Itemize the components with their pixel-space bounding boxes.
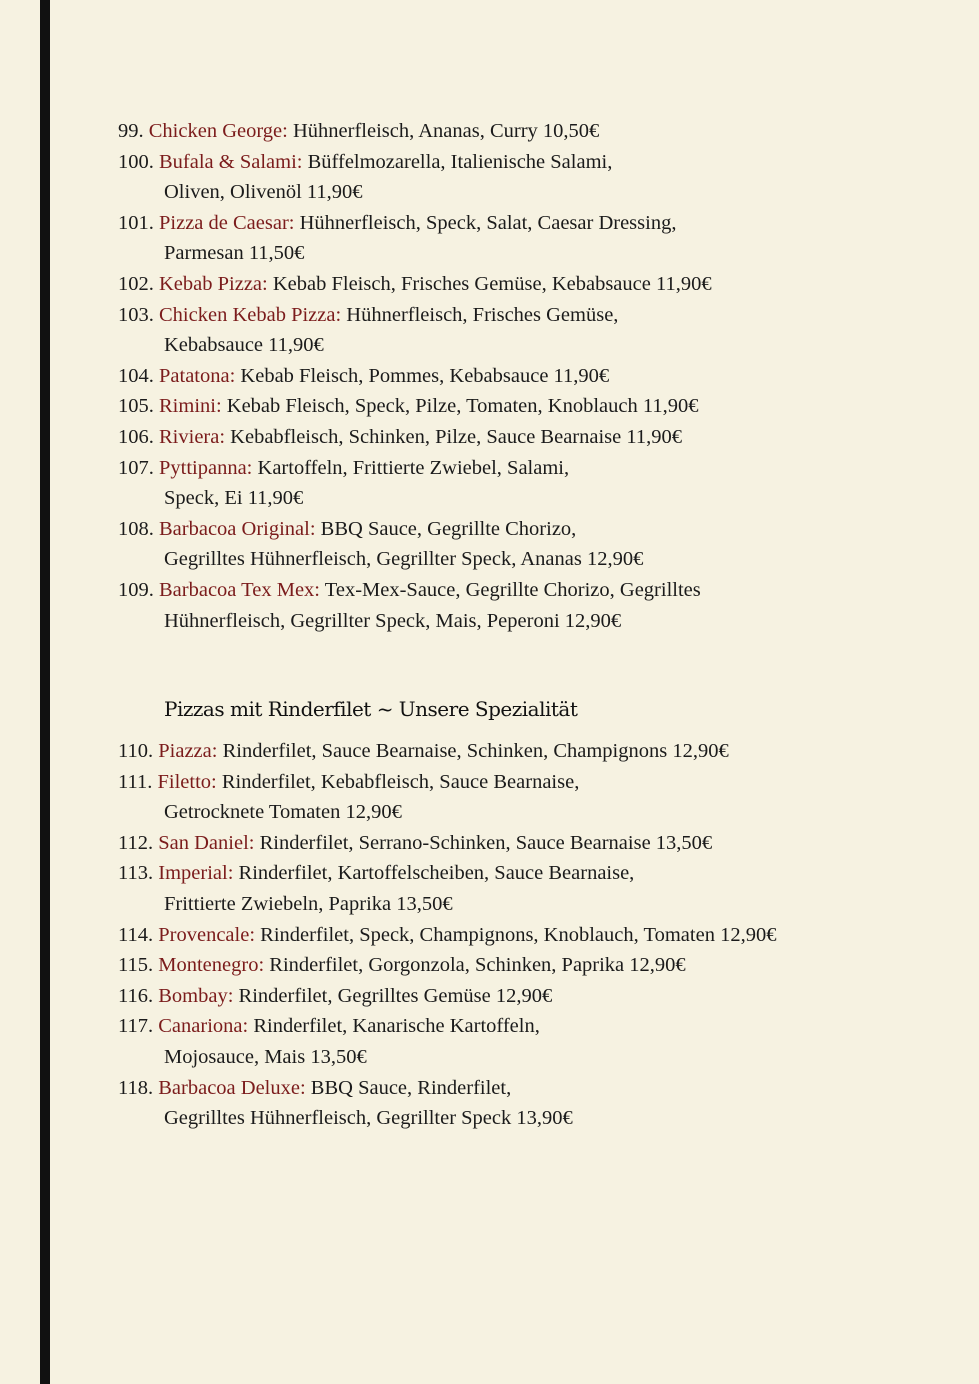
- menu-item-number: 101.: [118, 211, 154, 234]
- menu-item-line: [118, 395, 698, 417]
- menu-item-description: Kebabfleisch, Schinken, Pilze, Sauce Bearnaise 11,90€: [225, 425, 682, 448]
- menu-item-name: Pizza de Caesar:: [159, 211, 295, 234]
- menu-item-name: Riviera:: [159, 425, 226, 448]
- menu-item: [118, 116, 898, 147]
- menu-item-number: 105.: [118, 395, 154, 418]
- menu-item-description: Rinderfilet, Gorgonzola, Schinken, Paprika 12,90€: [264, 954, 686, 977]
- menu-item-description-continued: Hühnerfleisch, Gegrillter Speck, Mais, Peperoni 12,90€: [164, 609, 622, 632]
- menu-item-name: Filetto:: [157, 770, 217, 793]
- menu-item-number: 112.: [118, 831, 154, 854]
- menu-item-line: [118, 985, 552, 1007]
- menu-item: [118, 981, 898, 1012]
- menu-item: [118, 208, 898, 269]
- menu-item-number: 107.: [118, 456, 154, 479]
- menu-item-description: Hühnerfleisch, Frisches Gemüse,: [341, 303, 619, 326]
- menu-item-line: [118, 771, 579, 793]
- menu-item-description-continued: Mojosauce, Mais 13,50€: [164, 1046, 367, 1069]
- menu-item-description: Büffelmozarella, Italienische Salami,: [302, 150, 613, 173]
- menu-item-description-continued: Frittierte Zwiebeln, Paprika 13,50€: [164, 893, 453, 916]
- pizza-list-section: [118, 116, 898, 636]
- menu-item-number: 116.: [118, 984, 154, 1007]
- menu-item-number: 115.: [118, 954, 154, 977]
- menu-item: [118, 147, 898, 208]
- menu-item-description: Rinderfilet, Serrano-Schinken, Sauce Bearnaise 13,50€: [254, 831, 713, 854]
- menu-item: [118, 575, 898, 636]
- menu-item-number: 106.: [118, 425, 154, 448]
- menu-item-line: [118, 365, 609, 387]
- menu-item-name: Bufala & Salami:: [159, 150, 303, 173]
- menu-item-description: Rinderfilet, Sauce Bearnaise, Schinken, Champignons 12,90€: [217, 740, 729, 763]
- menu-item-description: Rinderfilet, Kartoffelscheiben, Sauce Bearnaise,: [233, 862, 635, 885]
- menu-item-line: [118, 273, 712, 295]
- menu-item-description-continued: Kebabsauce 11,90€: [164, 334, 324, 357]
- menu-item: [118, 269, 898, 300]
- menu-item-description-continued: Getrocknete Tomaten 12,90€: [164, 801, 402, 824]
- menu-item-name: Rimini:: [159, 395, 222, 418]
- menu-item-number: 104.: [118, 364, 154, 387]
- menu-item-line: [118, 1077, 511, 1099]
- menu-item-description: Rinderfilet, Kebabfleisch, Sauce Bearnaise,: [216, 770, 580, 793]
- menu-item-number: 118.: [118, 1076, 154, 1099]
- menu-item: [118, 828, 898, 859]
- menu-item-name: Chicken George:: [148, 120, 288, 142]
- menu-item-line: [118, 457, 569, 479]
- menu-item-name: Bombay:: [158, 984, 234, 1007]
- menu-item-number: 114.: [118, 923, 154, 946]
- menu-item-name: Barbacoa Original:: [159, 517, 316, 540]
- menu-item-number: 100.: [118, 150, 154, 173]
- menu-item: [118, 767, 898, 828]
- menu-item-line: [118, 579, 701, 601]
- menu-item-name: Barbacoa Deluxe:: [158, 1076, 306, 1099]
- menu-item-number: 110.: [118, 740, 154, 763]
- menu-item-line: [118, 518, 576, 540]
- menu-item-name: Montenegro:: [158, 954, 265, 977]
- menu-item-line: [118, 740, 729, 762]
- decorative-side-bar: [40, 0, 50, 1384]
- menu-item: [118, 391, 898, 422]
- menu-item-line: [118, 120, 599, 142]
- menu-item: [118, 950, 898, 981]
- menu-item-line: [118, 212, 676, 234]
- menu-item-name: San Daniel:: [158, 831, 255, 854]
- menu-item: [118, 453, 898, 514]
- menu-item-description: BBQ Sauce, Gegrillte Chorizo,: [315, 517, 577, 540]
- menu-item: [118, 736, 898, 767]
- menu-item-line: [118, 954, 686, 976]
- menu-item-name: Provencale:: [158, 923, 256, 946]
- menu-item-number: 109.: [118, 578, 154, 601]
- menu-item-description: Hühnerfleisch, Speck, Salat, Caesar Dressing,: [294, 211, 677, 234]
- menu-item-number: 102.: [118, 272, 154, 295]
- menu-item-description: Kebab Fleisch, Speck, Pilze, Tomaten, Knoblauch 11,90€: [221, 395, 699, 418]
- menu-item-description: Hühnerfleisch, Ananas, Curry 10,50€: [287, 120, 600, 142]
- menu-item-description-continued: Oliven, Olivenöl 11,90€: [164, 181, 363, 204]
- menu-item-line: [118, 924, 776, 946]
- menu-item-number: 111.: [118, 770, 153, 793]
- menu-item-description: Tex-Mex-Sauce, Gegrillte Chorizo, Gegrilltes: [320, 578, 701, 601]
- menu-item-description: Kebab Fleisch, Frisches Gemüse, Kebabsauce 11,90€: [267, 272, 712, 295]
- menu-item-name: Pyttipanna:: [159, 456, 253, 479]
- menu-item-name: Kebab Pizza:: [159, 272, 268, 295]
- menu-item: [118, 361, 898, 392]
- section-heading: Pizzas mit Rinderfilet ~ Unsere Spezialität: [164, 697, 578, 722]
- menu-item-number: 103.: [118, 303, 154, 326]
- menu-item-line: [118, 304, 618, 326]
- menu-item-name: Barbacoa Tex Mex:: [159, 578, 320, 601]
- menu-item-name: Patatona:: [159, 364, 236, 387]
- menu-item-description-continued: Speck, Ei 11,90€: [164, 487, 304, 510]
- menu-item-line: [118, 832, 712, 854]
- menu-item: [118, 1011, 898, 1072]
- menu-item-number: 113.: [118, 862, 154, 885]
- menu-item: [118, 300, 898, 361]
- menu-item-description-continued: Parmesan 11,50€: [164, 242, 305, 265]
- menu-item-description: Rinderfilet, Kanarische Kartoffeln,: [248, 1015, 540, 1038]
- menu-item-description: BBQ Sauce, Rinderfilet,: [305, 1076, 512, 1099]
- menu-item-line: [118, 426, 682, 448]
- menu-item-line: [118, 862, 634, 884]
- menu-item-description: Rinderfilet, Gegrilltes Gemüse 12,90€: [233, 984, 553, 1007]
- menu-item-name: Chicken Kebab Pizza:: [159, 303, 342, 326]
- menu-item-description-continued: Gegrilltes Hühnerfleisch, Gegrillter Speck, Ananas 12,90€: [164, 548, 644, 571]
- rinderfilet-pizza-list-section: [118, 736, 898, 1134]
- menu-item: [118, 514, 898, 575]
- menu-item: [118, 1073, 898, 1134]
- menu-item-number: 99.: [118, 120, 144, 142]
- menu-item: [118, 920, 898, 951]
- menu-page: [118, 116, 898, 1134]
- menu-item-description: Rinderfilet, Speck, Champignons, Knoblauch, Tomaten 12,90€: [255, 923, 777, 946]
- menu-item-description-continued: Gegrilltes Hühnerfleisch, Gegrillter Speck 13,90€: [164, 1107, 573, 1130]
- menu-item-name: Canariona:: [158, 1015, 249, 1038]
- menu-item-number: 117.: [118, 1015, 154, 1038]
- menu-item-name: Piazza:: [158, 740, 218, 763]
- menu-item-description: Kebab Fleisch, Pommes, Kebabsauce 11,90€: [235, 364, 610, 387]
- menu-item: [118, 858, 898, 919]
- menu-item-name: Imperial:: [158, 862, 234, 885]
- menu-item: [118, 422, 898, 453]
- menu-item-description: Kartoffeln, Frittierte Zwiebel, Salami,: [252, 456, 570, 479]
- menu-item-line: [118, 1015, 540, 1037]
- menu-item-line: [118, 151, 612, 173]
- menu-item-number: 108.: [118, 517, 154, 540]
